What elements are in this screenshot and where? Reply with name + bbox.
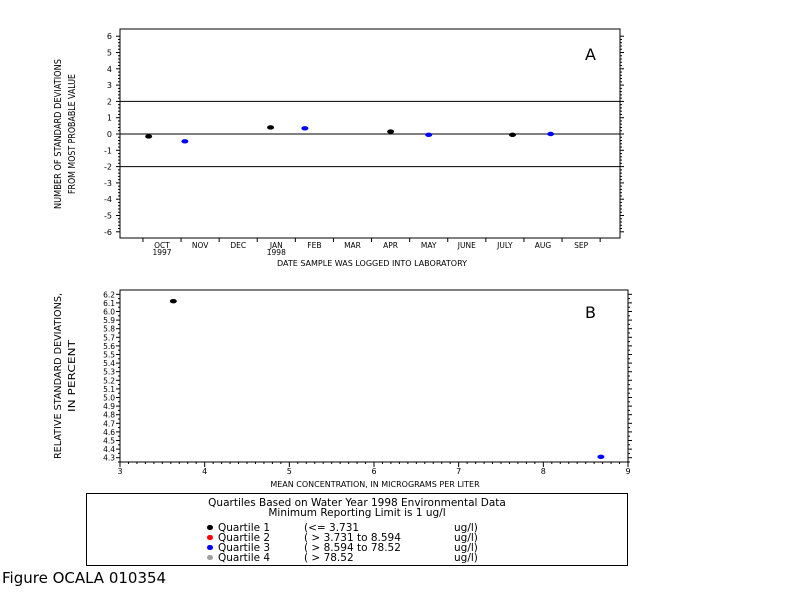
panel-b-y-tick-label: 5.4 (103, 359, 115, 369)
panel-b-y-tick-label: 5.2 (103, 376, 115, 386)
panel-b-y-axis-label-line1: RELATIVE STANDARD DEVIATIONS, (53, 286, 64, 459)
panel-a-point (387, 129, 394, 133)
panel-a-point (547, 132, 554, 136)
panel-b (53, 286, 632, 489)
panel-b-y-tick-label: 5.1 (103, 384, 115, 394)
panel-a-y-tick-label: 0 (106, 130, 112, 139)
panel-a-x-tick-label: JULY (497, 241, 513, 250)
panel-a-year-label: 1998 (266, 248, 286, 257)
panel-b-y-tick-label: 4.9 (103, 402, 115, 412)
panel-a-x-axis-label: DATE SAMPLE WAS LOGGED INTO LABORATORY (276, 259, 468, 268)
panel-b-points (170, 299, 605, 459)
panel-a-letter: A (585, 45, 596, 64)
panel-b-y-axis-label-line2: IN PERCENT (67, 352, 78, 412)
panel-b-x-tick-label: 6 (371, 467, 377, 476)
panel-a-y-tick-label: 1 (106, 113, 112, 123)
panel-b-y-tick-label: 6.1 (103, 298, 115, 308)
panel-b-y-tick-label: 6.2 (103, 290, 115, 300)
panel-a-point (267, 125, 274, 129)
panel-b-y-tick-label: 4.5 (103, 436, 115, 446)
panel-a-reference-lines (120, 101, 620, 166)
panel-a-y-axis-label-line1: NUMBER OF STANDARD DEVIATIONS (53, 26, 64, 209)
legend-entry-unit: ug/l) (454, 552, 478, 564)
panel-a-y-tick-label: -5 (104, 211, 112, 221)
legend-entry (207, 553, 478, 564)
panel-b-y-tick-label: 5.9 (103, 316, 115, 326)
panel-a-y-tick-label: 3 (106, 81, 112, 91)
panel-a-x-tick-label: OCT (154, 241, 170, 250)
legend-subtitle: Minimum Reporting Limit is 1 ug/l (268, 507, 446, 519)
legend-entry-unit: ug/l) (454, 542, 478, 554)
panel-b-frame (120, 290, 628, 462)
panel-a-point (509, 133, 516, 137)
panel-a-x-tick-label: APR (383, 241, 399, 250)
panel-b-y-axis (103, 290, 632, 462)
panel-a-x-tick-label: SEP (574, 241, 589, 250)
panel-a-y-axis-label-line2: FROM MOST PROBABLE VALUE (67, 41, 78, 194)
panel-b-y-tick-label: 5.7 (103, 333, 115, 343)
panel-a-y-tick-label: 5 (106, 48, 112, 58)
panel-b-y-tick-label: 4.7 (103, 419, 115, 429)
legend-marker (207, 525, 213, 530)
panel-a-point (145, 134, 152, 138)
legend-entry-label: Quartile 3 (218, 542, 271, 554)
legend-title: Quartiles Based on Water Year 1998 Environmental Data (208, 497, 506, 509)
panel-a-x-tick-label: JUNE (457, 241, 476, 250)
panel-b-y-tick-label: 5.3 (103, 367, 115, 377)
panel-a-year-label: 1997 (152, 248, 172, 257)
legend-marker (207, 555, 213, 560)
panel-a-y-tick-label: -4 (104, 195, 112, 205)
panel-a-y-tick-label: -6 (104, 227, 112, 237)
panel-b-y-tick-label: 5.5 (103, 350, 115, 360)
panel-b-letter: B (585, 303, 596, 322)
panel-a-x-tick-label: DEC (230, 241, 247, 250)
panel-b-x-tick-label: 7 (456, 467, 462, 476)
legend-entry-range: ( > 8.594 to 78.52 (304, 542, 401, 554)
legend-entry-range: ( > 78.52 (304, 552, 354, 564)
panel-a-x-tick-label: MAR (344, 241, 361, 250)
panel-a-y-tick-label: -3 (104, 178, 112, 188)
panel-b-x-tick-label: 3 (117, 467, 123, 476)
panel-a-y-tick-label: 2 (106, 97, 112, 107)
panel-b-x-axis (117, 462, 630, 476)
legend-marker (207, 535, 213, 540)
figure-label: Figure OCALA 010354 (2, 569, 167, 587)
legend-entry-label: Quartile 2 (218, 532, 271, 544)
panel-b-y-tick-label: 6.0 (103, 307, 115, 317)
panel-b-x-tick-label: 4 (202, 467, 208, 476)
legend-entry-unit: ug/l) (454, 522, 478, 534)
legend-marker (207, 545, 213, 550)
panel-a-x-tick-label: NOV (191, 241, 209, 250)
panel-b-x-tick-label: 9 (625, 467, 631, 476)
panel-b-y-tick-label: 5.8 (103, 324, 115, 334)
legend-entry-label: Quartile 4 (218, 552, 271, 564)
panel-b-point (170, 299, 177, 303)
panel-b-x-tick-label: 5 (286, 467, 292, 476)
legend-entry-range: ( > 3.731 to 8.594 (304, 532, 401, 544)
panel-b-y-tick-label: 4.3 (103, 453, 115, 463)
panel-b-x-tick-label: 8 (540, 467, 546, 476)
panel-a-y-tick-label: -2 (104, 162, 112, 172)
panel-a-x-tick-label: AUG (534, 241, 552, 250)
panel-b-y-tick-label: 4.8 (103, 410, 115, 420)
panel-a-x-tick-label: JAN (269, 241, 283, 250)
panel-b-x-axis-label: MEAN CONCENTRATION, IN MICROGRAMS PER LITER (270, 480, 480, 489)
panel-a-point (301, 126, 308, 130)
panel-a-point (425, 133, 432, 137)
panel-b-point (597, 455, 604, 459)
panel-b-y-tick-label: 4.6 (103, 427, 115, 437)
panel-a-x-tick-label: MAY (420, 241, 437, 250)
panel-a-x-tick-label: FEB (307, 241, 322, 250)
panel-a-y-tick-label: -1 (104, 146, 112, 156)
panel-b-y-tick-label: 4.4 (103, 445, 115, 455)
legend-entry-unit: ug/l) (454, 532, 478, 544)
legend-entry-label: Quartile 1 (218, 522, 271, 534)
panel-a (53, 26, 624, 268)
legend-entry-range: (<= 3.731 (304, 522, 360, 534)
panel-b-y-tick-label: 5.0 (103, 393, 115, 403)
panel-a-y-tick-label: 6 (106, 32, 112, 42)
panel-a-point (181, 139, 188, 143)
legend (86, 493, 628, 566)
panel-a-x-axis (143, 238, 600, 257)
panel-b-y-tick-label: 5.6 (103, 341, 115, 351)
panel-a-y-tick-label: 4 (106, 64, 112, 74)
